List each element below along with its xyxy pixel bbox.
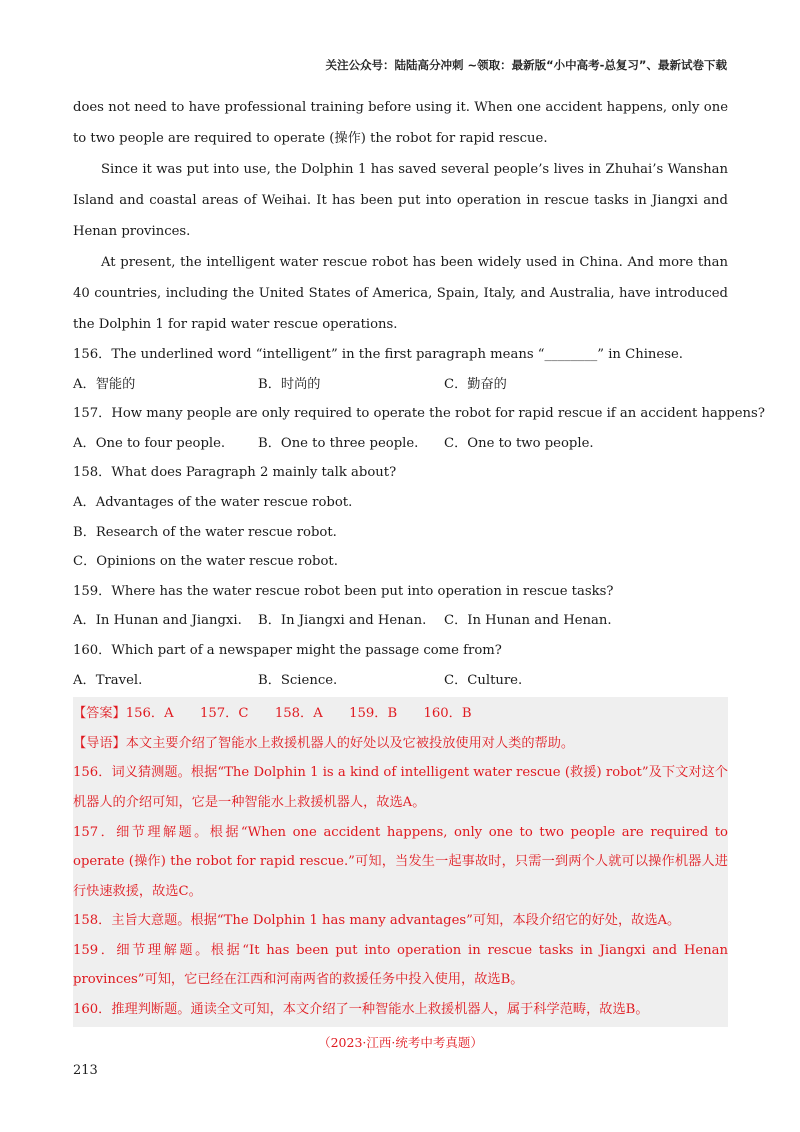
answer-section: [73, 697, 728, 1027]
question-159-stem: 159．Where has the water rescue robot been put into operation in rescue tasks?: [73, 583, 614, 599]
explanation-158: 158．主旨大意题。根据“The Dolphin 1 has many advantages”可知，本段介绍它的好处，故选A。: [73, 913, 681, 929]
question-158-option-c: C．Opinions on the water rescue robot.: [73, 554, 338, 570]
passage-paragraph-2: Since it was put into use, the Dolphin 1 has saved several people’s lives in Zhuhai’s Wanshan Island and coastal areas of Weihai. It has been put into operation in rescue tasks in Jiangxi and Henan provinces.: [73, 162, 728, 239]
question-156-option-a: A．智能的: [73, 376, 136, 392]
explanation-159: 159．细节理解题。根据“It has been put into operation in rescue tasks in Jiangxi and Henan provinces”可知，它已经在江西和河南两省的救援任务中投入使用，故选B。: [73, 942, 728, 988]
page-number: 213: [73, 1063, 98, 1078]
question-159-options: [73, 606, 728, 636]
source-caption: （2023·江西·统考中考真题）: [318, 1034, 483, 1050]
passage-paragraph-3: At present, the intelligent water rescue robot has been widely used in China. And more than 40 countries, including the United States of America, Spain, Italy, and Australia, have introduced the Dolphin 1 for rapid water rescue operations.: [73, 255, 728, 332]
passage-paragraph-1: does not need to have professional training before using it. When one accident happens, only one to two people are required to operate (操作) the robot for rapid rescue.: [73, 100, 728, 146]
question-159-option-c: C．In Hunan and Henan.: [444, 613, 612, 629]
question-160-option-b: B．Science.: [258, 672, 338, 688]
explanation-157: 157．细节理解题。根据“When one accident happens, only one to two people are required to operate (操作) the robot for rapid rescue.”可知，当发生一起事故时，只需一到两个人就可以操作机器人进行快速救援，故选C。: [73, 824, 728, 899]
question-156-option-c: C．勤奋的: [444, 376, 507, 392]
explanation-156: 156．词义猜测题。根据“The Dolphin 1 is a kind of intelligent water rescue (救援) robot”及下文对这个机器人的介绍可知，它是一种智能水上救援机器人，故选A。: [73, 765, 728, 810]
question-160-options: [73, 666, 728, 696]
question-160-option-c: C．Culture.: [444, 672, 523, 688]
question-156-option-b: B．时尚的: [258, 376, 321, 392]
answer-guide: 【导语】本文主要介绍了智能水上救援机器人的好处以及它被投放使用对人类的帮助。: [73, 735, 575, 751]
question-157-stem: 157．How many people are only required to operate the robot for rapid rescue if an accident happens?: [73, 406, 765, 422]
question-158-option-b: B．Research of the water rescue robot.: [73, 524, 337, 540]
question-157-options: [73, 429, 728, 459]
question-156-options: [73, 370, 728, 400]
question-157-option-b: B．One to three people.: [258, 435, 419, 451]
question-158-option-a: A．Advantages of the water rescue robot.: [73, 494, 353, 510]
question-160-stem: 160．Which part of a newspaper might the passage come from?: [73, 642, 502, 658]
question-159-option-a: A．In Hunan and Jiangxi.: [73, 613, 242, 629]
question-157-option-a: A．One to four people.: [73, 435, 226, 451]
question-156-stem: 156．The underlined word “intelligent” in the first paragraph means “________” in Chinese.: [73, 347, 683, 362]
question-159-option-b: B．In Jiangxi and Henan.: [258, 613, 427, 629]
question-160-option-a: A．Travel.: [73, 672, 143, 688]
question-158-stem: 158．What does Paragraph 2 mainly talk about?: [73, 465, 397, 481]
question-157-option-c: C．One to two people.: [444, 435, 594, 451]
explanation-160: 160．推理判断题。通读全文可知，本文介绍了一种智能水上救援机器人，属于科学范畴，故选B。: [73, 1002, 649, 1018]
page-content: [73, 92, 765, 1053]
answer-key: 【答案】156．A 157．C 158．A 159．B 160．B: [73, 706, 472, 722]
page-header: 关注公众号：陆陆高分冲刺 ~领取：最新版“小中高考-总复习”、最新试卷下载: [325, 58, 727, 72]
